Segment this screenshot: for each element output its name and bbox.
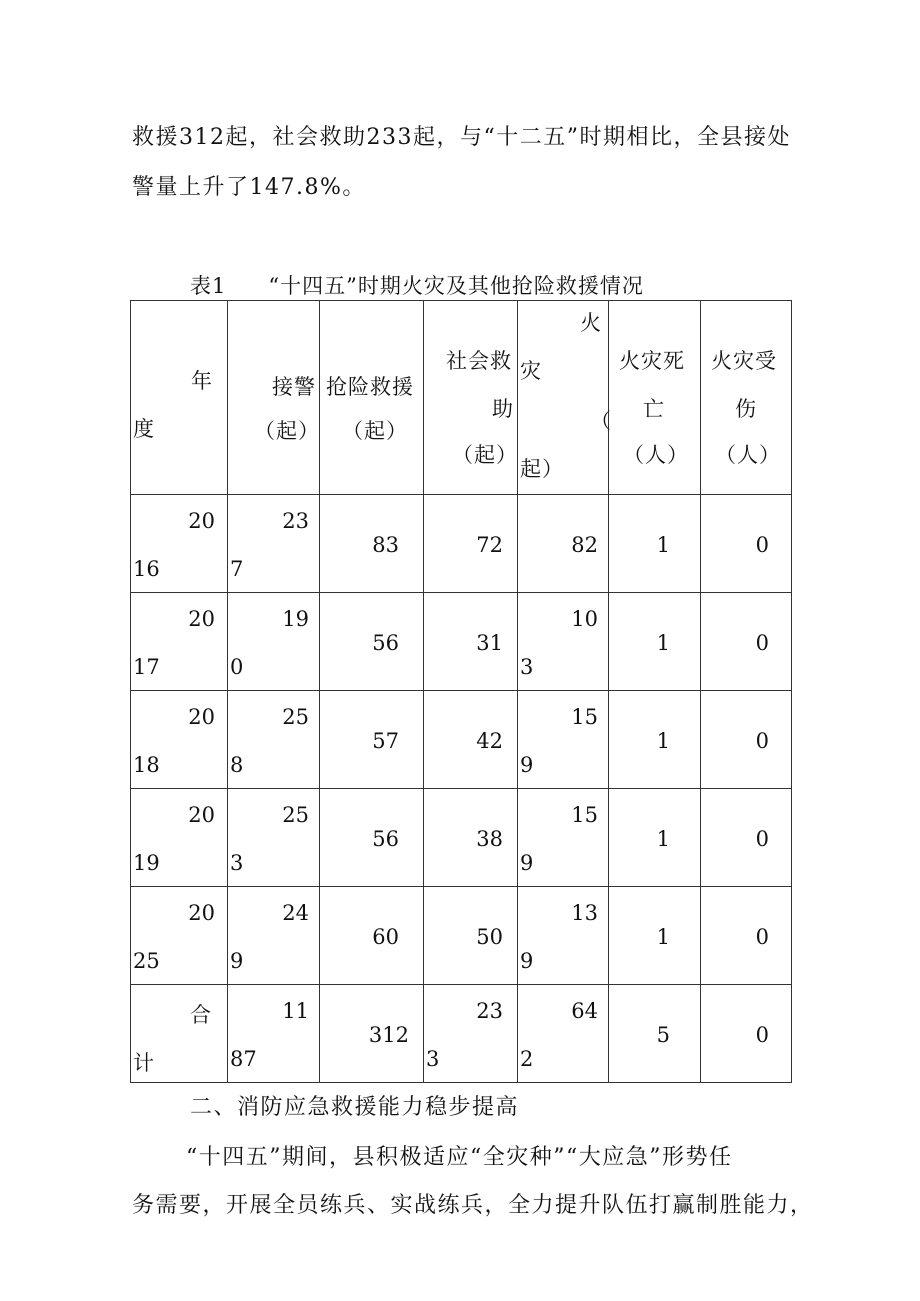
fires-part-a: 13 xyxy=(571,901,598,925)
header-injuries xyxy=(701,301,792,495)
rescue-value: 56 xyxy=(372,631,399,655)
year-part-b: 16 xyxy=(133,557,160,581)
year-part-b: 19 xyxy=(133,851,160,875)
header-year-line-2: 度 xyxy=(133,417,155,441)
alarms-part-a: 25 xyxy=(282,803,309,827)
header-fires-line-1: 火 xyxy=(580,311,602,335)
rescue-value: 57 xyxy=(372,729,399,753)
table-row xyxy=(131,495,792,593)
alarms-part-b: 0 xyxy=(230,655,244,679)
deaths-value: 1 xyxy=(656,925,670,949)
total-alarms-part-a: 11 xyxy=(282,999,309,1023)
header-fires-line-4: 起） xyxy=(520,457,564,481)
social-value: 50 xyxy=(476,925,503,949)
total-social-part-a: 23 xyxy=(476,999,503,1023)
alarms-part-b: 9 xyxy=(230,949,244,973)
header-rescue-line-1: 抢险救援 xyxy=(326,375,414,399)
fires-part-a: 15 xyxy=(571,803,598,827)
section-body-line-2: 务需要，开展全员练兵、实战练兵，全力提升队伍打赢制胜能力， xyxy=(132,1193,814,1218)
header-injuries-line-1: 火灾受 xyxy=(711,349,777,373)
injuries-value: 0 xyxy=(755,925,769,949)
header-fires-line-2: 灾 xyxy=(520,359,542,383)
year-part-a: 20 xyxy=(188,901,215,925)
injuries-value: 0 xyxy=(755,533,769,557)
header-injuries-line-3: （人） xyxy=(715,443,781,467)
header-social-line-3: （起） xyxy=(452,443,518,467)
alarms-part-a: 19 xyxy=(282,607,309,631)
section-body-line-1: “十四五”期间，县积极适应“全灾种”“大应急”形势任 xyxy=(186,1145,733,1170)
header-rescue xyxy=(320,301,424,495)
table-caption-label: 表1 xyxy=(190,274,227,298)
alarms-part-b: 3 xyxy=(230,851,244,875)
header-injuries-line-2: 伤 xyxy=(735,397,757,421)
header-year xyxy=(131,301,228,495)
header-social-line-2: 助 xyxy=(492,397,514,421)
header-year-line-1: 年 xyxy=(191,369,213,393)
fires-part-b: 9 xyxy=(520,753,534,777)
total-injuries-value: 0 xyxy=(755,1023,769,1047)
social-value: 31 xyxy=(476,631,503,655)
header-deaths-line-1: 火灾死 xyxy=(619,349,685,373)
header-alarms xyxy=(228,301,320,495)
rescue-value: 83 xyxy=(372,533,399,557)
deaths-value: 1 xyxy=(656,533,670,557)
year-part-a: 20 xyxy=(188,509,215,533)
table-row xyxy=(131,789,792,887)
year-part-a: 20 xyxy=(188,803,215,827)
fires-part-b: 3 xyxy=(520,655,534,679)
total-label-part-a: 合 xyxy=(190,1003,211,1027)
table-row xyxy=(131,887,792,985)
total-rescue-value: 312 xyxy=(368,1023,409,1047)
header-row xyxy=(131,301,792,495)
header-deaths xyxy=(609,301,701,495)
header-fires-line-3: （ xyxy=(590,409,612,433)
header-social-aid xyxy=(424,301,518,495)
year-part-b: 18 xyxy=(133,753,160,777)
alarms-part-a: 23 xyxy=(282,509,309,533)
intro-line-2: 警量上升了147.8%。 xyxy=(132,175,366,200)
table-caption xyxy=(190,270,644,300)
total-alarms-part-b: 87 xyxy=(230,1047,257,1071)
social-value: 38 xyxy=(476,827,503,851)
rescue-value: 56 xyxy=(372,827,399,851)
total-row xyxy=(131,985,792,1083)
year-part-a: 20 xyxy=(188,607,215,631)
total-social-part-b: 3 xyxy=(426,1047,440,1071)
fires-part-b: 82 xyxy=(571,533,598,557)
header-alarms-line-2: （起） xyxy=(254,419,320,443)
table-caption-title: “十四五”时期火灾及其他抢险救援情况 xyxy=(268,274,644,298)
header-fires xyxy=(518,301,612,495)
rescue-value: 60 xyxy=(372,925,399,949)
total-label-part-b: 计 xyxy=(133,1051,154,1075)
table-row xyxy=(131,691,792,789)
header-deaths-line-2: 亡 xyxy=(643,397,665,421)
alarms-part-b: 7 xyxy=(230,557,244,581)
deaths-value: 1 xyxy=(656,827,670,851)
deaths-value: 1 xyxy=(656,729,670,753)
header-alarms-line-1: 接警 xyxy=(272,375,316,399)
year-part-a: 20 xyxy=(188,705,215,729)
header-deaths-line-3: （人） xyxy=(623,443,689,467)
injuries-value: 0 xyxy=(755,631,769,655)
year-part-b: 25 xyxy=(133,949,160,973)
injuries-value: 0 xyxy=(755,729,769,753)
intro-line-1: 救援312起，社会救助233起，与“十二五”时期相比，全县接处 xyxy=(132,125,791,150)
table-row xyxy=(131,593,792,691)
fires-part-b: 9 xyxy=(520,851,534,875)
injuries-value: 0 xyxy=(755,827,769,851)
fires-part-b: 9 xyxy=(520,949,534,973)
deaths-value: 1 xyxy=(656,631,670,655)
social-value: 42 xyxy=(476,729,503,753)
header-social-line-1: 社会救 xyxy=(446,349,512,373)
total-fires-part-b: 2 xyxy=(520,1047,534,1071)
total-deaths-value: 5 xyxy=(656,1023,670,1047)
header-rescue-line-2: （起） xyxy=(342,419,408,443)
section-heading: 二、消防应急救援能力稳步提高 xyxy=(190,1095,520,1120)
fires-part-a: 10 xyxy=(571,607,598,631)
alarms-part-a: 24 xyxy=(282,901,309,925)
total-fires-part-a: 64 xyxy=(571,999,598,1023)
alarms-part-b: 8 xyxy=(230,753,244,777)
fire-rescue-table xyxy=(130,300,792,1083)
fires-part-a: 15 xyxy=(571,705,598,729)
alarms-part-a: 25 xyxy=(282,705,309,729)
social-value: 72 xyxy=(476,533,503,557)
year-part-b: 17 xyxy=(133,655,160,679)
